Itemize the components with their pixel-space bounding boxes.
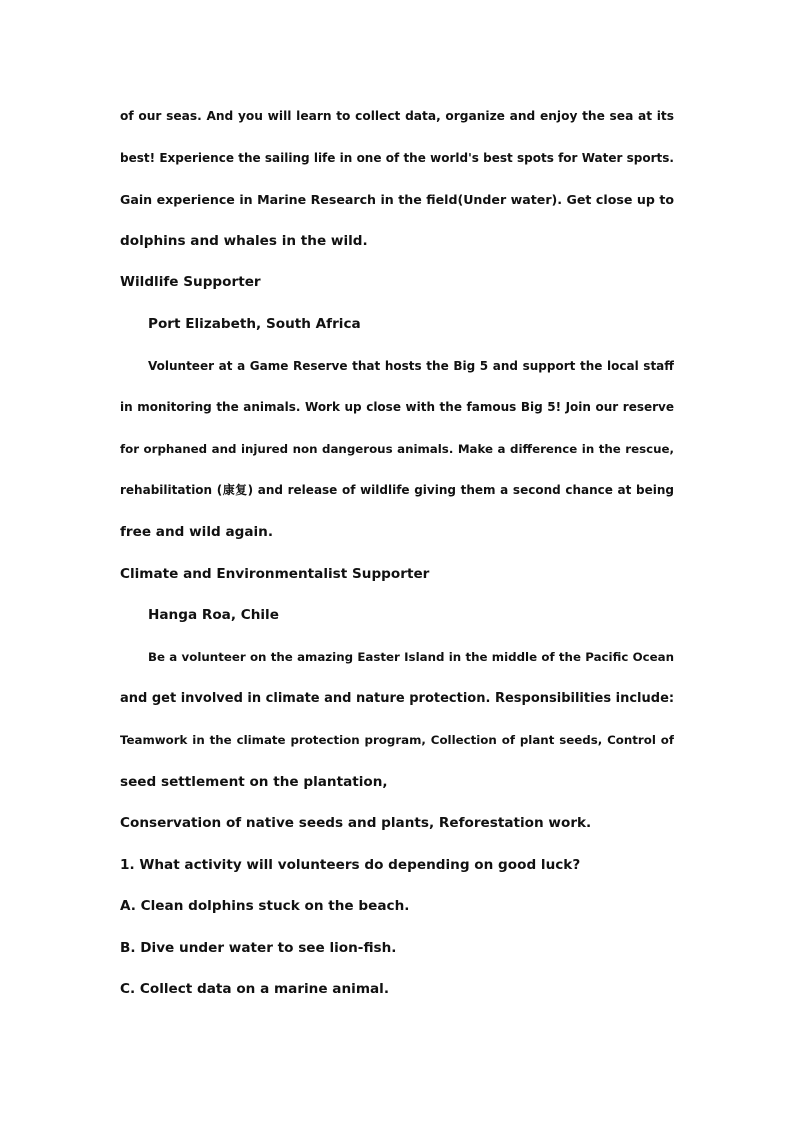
text-line: in monitoring the animals. Work up close with the famous Big 5! Join our reserve bbox=[120, 400, 674, 415]
text-line: best! Experience the sailing life in one of the world's best spots for Water sports. bbox=[120, 150, 674, 165]
text-line: B. Dive under water to see lion-fish. bbox=[120, 939, 397, 956]
text-line: Port Elizabeth, South Africa bbox=[148, 315, 361, 332]
text-line: seed settlement on the plantation, bbox=[120, 773, 388, 790]
text-line: Wildlife Supporter bbox=[120, 274, 261, 291]
text-line: dolphins and whales in the wild. bbox=[120, 232, 368, 249]
text-line: Gain experience in Marine Research in the field(Under water). Get close up to bbox=[120, 192, 674, 208]
document-body bbox=[120, 96, 674, 1011]
text-line: Volunteer at a Game Reserve that hosts the Big 5 and support the local staff bbox=[148, 358, 674, 373]
text-line: Climate and Environmentalist Supporter bbox=[120, 565, 430, 582]
text-line: of our seas. And you will learn to collect data, organize and enjoy the sea at its bbox=[120, 109, 674, 123]
text-line: rehabilitation (康复) and release of wildlife giving them a second chance at being bbox=[120, 483, 674, 498]
text-line: Conservation of native seeds and plants, Reforestation work. bbox=[120, 815, 592, 832]
text-line: and get involved in climate and nature protection. Responsibilities include: bbox=[120, 691, 674, 707]
text-line: 1. What activity will volunteers do depending on good luck? bbox=[120, 856, 581, 873]
text-line: Teamwork in the climate protection program, Collection of plant seeds, Control of bbox=[120, 732, 674, 747]
text-line: free and wild again. bbox=[120, 523, 274, 540]
text-line: Be a volunteer on the amazing Easter Island in the middle of the Pacific Ocean bbox=[148, 649, 674, 664]
text-line: C. Collect data on a marine animal. bbox=[120, 981, 389, 998]
text-line: Hanga Roa, Chile bbox=[148, 607, 279, 624]
text-line: A. Clean dolphins stuck on the beach. bbox=[120, 898, 410, 915]
text-line: for orphaned and injured non dangerous animals. Make a difference in the rescue, bbox=[120, 441, 674, 456]
document-page bbox=[120, 96, 674, 1011]
